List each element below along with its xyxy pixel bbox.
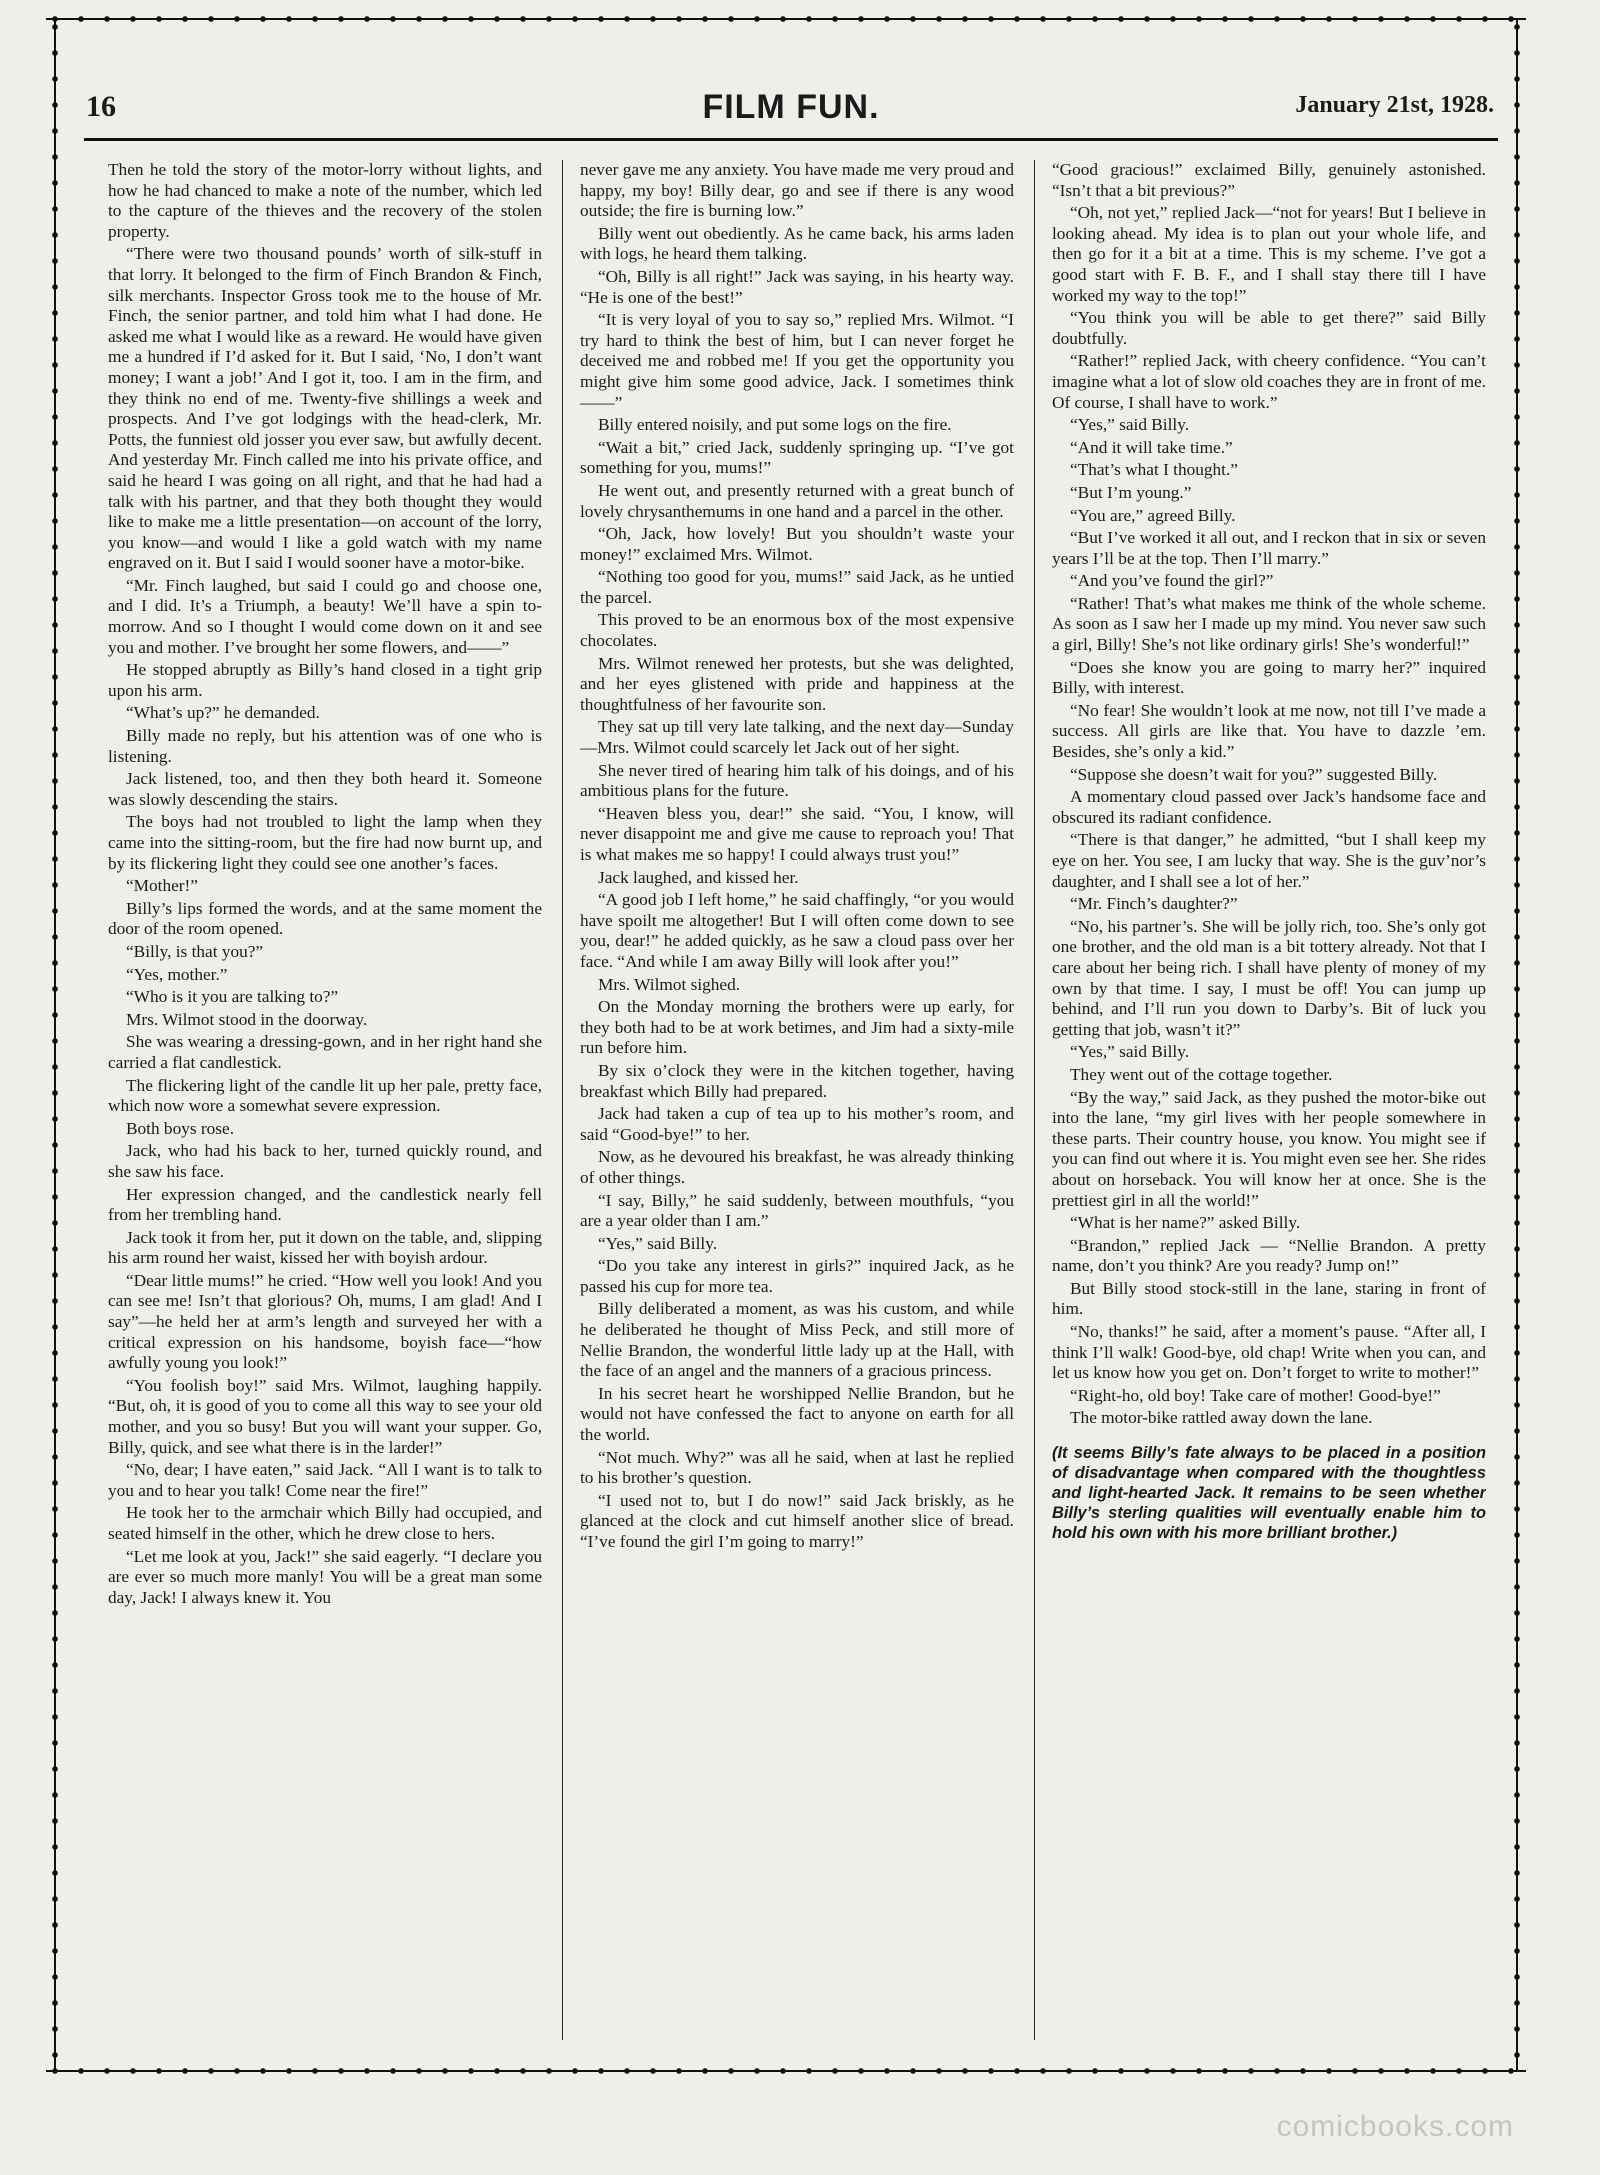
story-paragraph: “Who is it you are talking to?” (126, 987, 339, 1007)
story-paragraph: Billy entered noisily, and put some logs on the fire. (598, 415, 952, 435)
story-paragraph: The motor-bike rattled away down the lane. (1070, 1408, 1373, 1428)
page-header (84, 86, 1498, 141)
story-paragraph: They went out of the cottage together. (1070, 1064, 1333, 1084)
story-paragraph: Billy’s lips formed the words, and at the same moment the door of the room opened. (108, 898, 542, 939)
story-paragraph: Both boys rose. (126, 1118, 235, 1138)
story-paragraph: The flickering light of the candle lit up her pale, pretty face, which now wore a somewhat severe expression. (108, 1075, 542, 1116)
story-paragraph: Billy went out obediently. As he came back, his arms laden with logs, he heard them talking. (580, 223, 1014, 264)
page-number: 16 (86, 90, 116, 123)
story-paragraph: Jack listened, too, and then they both heard it. Someone was slowly descending the stairs. (108, 769, 542, 809)
right-decorative-border (1508, 18, 1526, 2072)
bottom-decorative-border (46, 2062, 1526, 2080)
story-paragraph: Jack had taken a cup of tea up to his mother’s room, and said “Good-bye!” to her. (580, 1104, 1014, 1144)
story-paragraph: Her expression changed, and the candlestick nearly fell from her trembling hand. (108, 1184, 542, 1225)
column-divider (562, 160, 563, 2040)
story-paragraph: “Suppose she doesn’t wait for you?” suggested Billy. (1070, 764, 1438, 784)
story-paragraph: They sat up till very late talking, and the next day—Sunday—Mrs. Wilmot could scarcely let Jack out of her sight. (580, 717, 1014, 758)
story-paragraph: Jack laughed, and kissed her. (598, 867, 799, 887)
story-paragraph: “Mr. Finch’s daughter?” (1070, 894, 1238, 914)
story-paragraph: “No, dear; I have eaten,” said Jack. “All I want is to talk to you and to hear you talk! Come near the fire!” (108, 1460, 542, 1500)
top-decorative-border (46, 10, 1526, 28)
story-paragraph: “Yes,” said Billy. (598, 1233, 718, 1253)
story-paragraph: She never tired of hearing him talk of his doings, and of his ambitious plans for the future. (580, 760, 1014, 801)
story-paragraph: “Let me look at you, Jack!” she said eagerly. “I declare you are ever so much more manly! You will be a great man some day, Jack! I always knew it. You (108, 1546, 542, 1607)
story-paragraph: “Yes, mother.” (126, 964, 228, 984)
story-paragraph: “No, his partner’s. She will be jolly rich, too. She’s only got one brother, and the old man is a bit tottery already. Not that I care about her being rich. I shall have plenty of money of my own by that time. I say, I must be off! You can jump up behind, and I’ll run you down to Darby’s. Bit of luck you getting that job, wasn’t it?” (1052, 916, 1486, 1039)
story-paragraph: “I say, Billy,” he said suddenly, between mouthfuls, “you are a year older than I am.” (580, 1190, 1014, 1231)
story-paragraph: A momentary cloud passed over Jack’s handsome face and obscured its radiant confidence. (1052, 787, 1486, 827)
story-paragraph: “Dear little mums!” he cried. “How well you look! And you can see me! Isn’t that glorious? Oh, mums, I am glad! And I say”—he held her at arm’s length and surveyed her with a critical expression on his handsome, boyish face—“how awfully young you look!” (108, 1270, 542, 1373)
story-paragraph: Jack took it from her, put it down on the table, and, slipping his arm round her waist, kissed her with boyish ardour. (108, 1227, 542, 1268)
story-column-3 (1052, 160, 1486, 2052)
left-decorative-border (46, 18, 64, 2072)
story-paragraph: “No fear! She wouldn’t look at me now, not till I’ve made a success. All girls are like that. You have to dazzle ’em. Besides, she’s only a kid.” (1052, 700, 1486, 762)
issue-date: January 21st, 1928. (1295, 92, 1494, 118)
story-paragraph: “Do you take any interest in girls?” inquired Jack, as he passed his cup for more tea. (580, 1256, 1014, 1296)
story-paragraph: Then he told the story of the motor-lorry without lights, and how he had chanced to make a note of the number, which led to the capture of the thieves and the recovery of the stolen property. (108, 160, 542, 241)
story-paragraph: “Oh, Billy is all right!” Jack was saying, in his hearty way. “He is one of the best!” (580, 266, 1014, 307)
magazine-title: FILM FUN. (702, 88, 880, 126)
story-paragraph: “Mr. Finch laughed, but said I could go and choose one, and I did. It’s a Triumph, a beauty! We’ll have a spin to-morrow. And so I thought I would come down on it and see you and mother. I’ve brought her some flowers, and——” (108, 575, 542, 657)
story-paragraph: Now, as he devoured his breakfast, he was already thinking of other things. (580, 1147, 1014, 1187)
story-paragraph: She was wearing a dressing-gown, and in her right hand she carried a flat candlestick. (108, 1032, 542, 1072)
story-paragraph: “Nothing too good for you, mums!” said Jack, as he untied the parcel. (580, 567, 1014, 607)
column-divider (1034, 160, 1035, 2040)
story-paragraph: Mrs. Wilmot renewed her protests, but she was delighted, and her eyes glistened with pride and happiness at the thoughtfulness of her favourite son. (580, 653, 1014, 714)
story-paragraph: “There were two thousand pounds’ worth of silk-stuff in that lorry. It belonged to the firm of Finch Brandon & Finch, silk merchants. Inspector Gross took me to the house of Mr. Finch, the senior partner, and told him what I had done. He asked me what I would like as a reward. He would have given me a hundred if I’d asked for it. But I said, ‘No, I don’t want money; I want a job!’ And I got it, too. I am in the firm, and they think no end of me. Twenty-five shillings a week and prospects. And I’ve got lodgings with the head-clerk, Mr. Potts, the funniest old josser you ever saw, but awfully decent. And yesterday Mr. Finch called me into his private office, and said he heard I was going on all right, and that he had had a talk with his partner, and that they both thought they would like to make me a little presentation—on account of the lorry, you know—and would I like a gold watch with my name engraved on it. But I said I would sooner have a motor-bike. (108, 244, 542, 573)
story-paragraph: “You foolish boy!” said Mrs. Wilmot, laughing happily. “But, oh, it is good of you to come all this way to see your old mother, and you so busy! But you will want your supper. Go, Billy, quick, and see what there is in the larder!” (108, 1375, 542, 1457)
story-paragraph: “What is her name?” asked Billy. (1070, 1213, 1301, 1233)
story-paragraph: “But I’m young.” (1070, 482, 1192, 502)
story-paragraph: “Yes,” said Billy. (1070, 415, 1190, 435)
story-paragraph: “Oh, Jack, how lovely! But you shouldn’t waste your money!” exclaimed Mrs. Wilmot. (580, 524, 1014, 564)
story-paragraph: “Brandon,” replied Jack — “Nellie Brandon. A pretty name, don’t you think? Are you ready? Jump on!” (1052, 1235, 1486, 1276)
story-paragraph: On the Monday morning the brothers were up early, for they both had to be at work betimes, and Jim had a sixty-mile run before him. (580, 997, 1014, 1058)
story-paragraph: “Rather!” replied Jack, with cheery confidence. “You can’t imagine what a lot of slow old coaches they are in front of me. Of course, I shall have to work.” (1052, 351, 1486, 412)
story-paragraph: By six o’clock they were in the kitchen together, having breakfast which Billy had prepared. (580, 1060, 1014, 1101)
story-paragraph: “A good job I left home,” he said chaffingly, “or you would have spoilt me altogether! But I will often come down to see you, dear!” he added quickly, as he saw a cloud pass over her face. “And while I am away Billy will look after you!” (580, 890, 1014, 971)
site-watermark: comicbooks.com (1276, 2110, 1514, 2143)
story-paragraph: “It is very loyal of you to say so,” replied Mrs. Wilmot. “I try hard to think the best of him, but I can never forget he deceived me and robbed me! If you get the opportunity you might give him some good advice, Jack. I sometimes think——” (580, 310, 1014, 412)
story-paragraph: “Wait a bit,” cried Jack, suddenly springing up. “I’ve got something for you, mums!” (580, 437, 1014, 478)
story-paragraph: He stopped abruptly as Billy’s hand closed in a tight grip upon his arm. (108, 660, 542, 700)
story-paragraph: Billy deliberated a moment, as was his custom, and while he deliberated he thought of Miss Peck, and still more of Nellie Brandon, the wonderful little lady up at the Hall, with the face of an angel and the manners of a gracious princess. (580, 1299, 1014, 1381)
story-paragraph: “Mother!” (126, 876, 198, 896)
story-paragraph: This proved to be an enormous box of the most expensive chocolates. (580, 610, 1014, 651)
story-paragraph: “But I’ve worked it all out, and I reckon that in six or seven years I’ll be at the top. Then I’ll marry.” (1052, 528, 1486, 568)
story-paragraph: “And it will take time.” (1070, 437, 1233, 457)
story-paragraph: “You are,” agreed Billy. (1070, 505, 1236, 525)
story-paragraph: “Good gracious!” exclaimed Billy, genuinely astonished. “Isn’t that a bit previous?” (1052, 160, 1486, 200)
story-paragraph: “There is that danger,” he admitted, “but I shall keep my eye on her. You see, I am lucky that way. She is the guv’nor’s daughter, and I shall see a lot of her.” (1052, 830, 1486, 891)
story-paragraph: He took her to the armchair which Billy had occupied, and seated himself in the other, which he drew close to hers. (108, 1503, 542, 1543)
story-paragraph: “And you’ve found the girl?” (1070, 571, 1274, 591)
story-paragraph: “Does she know you are going to marry her?” inquired Billy, with interest. (1052, 657, 1486, 698)
story-paragraph: Mrs. Wilmot stood in the doorway. (126, 1009, 368, 1029)
story-paragraph: “I used not to, but I do now!” said Jack briskly, as he glanced at the clock and cut himself another slice of bread. “I’ve found the girl I’m going to marry!” (580, 1490, 1014, 1551)
column-3-paragraphs (1052, 160, 1486, 1429)
story-paragraph: “You think you will be able to get there?” said Billy doubtfully. (1052, 308, 1486, 348)
story-paragraph: Mrs. Wilmot sighed. (598, 974, 741, 994)
story-paragraph: never gave me any anxiety. You have made me very proud and happy, my boy! Billy dear, go and see if there is any wood outside; the fire is burning low.” (580, 160, 1014, 221)
story-paragraph: “Billy, is that you?” (126, 941, 264, 961)
story-paragraph: “That’s what I thought.” (1070, 460, 1238, 480)
story-column-1 (108, 160, 542, 2052)
story-paragraph: Jack, who had his back to her, turned quickly round, and she saw his face. (108, 1141, 542, 1181)
story-paragraph: “Right-ho, old boy! Take care of mother! Good-bye!” (1070, 1385, 1441, 1405)
story-paragraph: “Not much. Why?” was all he said, when at last he replied to his brother’s question. (580, 1447, 1014, 1488)
story-paragraph: “By the way,” said Jack, as they pushed the motor-bike out into the lane, “my girl lives with her people somewhere in these parts. Their country house, you know. You might see if you can find out where it is. You might even see her. She rides about on horseback. You will know her at once. She is the prettiest girl in all the world!” (1052, 1087, 1486, 1210)
story-paragraph: “Yes,” said Billy. (1070, 1042, 1190, 1062)
story-paragraph: “Heaven bless you, dear!” she said. “You, I know, will never disappoint me and give me cause to reproach you! That is what makes me so happy! I could always trust you!” (580, 803, 1014, 864)
story-paragraph: “Oh, not yet,” replied Jack—“not for years! But I believe in looking ahead. My idea is to plan out your whole life, and then go for it a bit at a time. This is my scheme. I’ve got a good start with F. B. F., and I shall stay there till I have worked my way to the top!” (1052, 203, 1486, 305)
editor-note: (It seems Billy’s fate always to be placed in a position of disadvantage when compared with the thoughtless and light-hearted Jack. It remains to be seen whether Billy’s sterling qualities will eventually enable him to hold his own with his more brilliant brother.) (1052, 1444, 1486, 1543)
story-paragraph: But Billy stood stock-still in the lane, staring in front of him. (1052, 1278, 1486, 1319)
story-paragraph: In his secret heart he worshipped Nellie Brandon, but he would not have confessed the fact to anyone on earth for all the world. (580, 1383, 1014, 1445)
story-column-2 (580, 160, 1014, 2052)
story-paragraph: Billy made no reply, but his attention was of one who is listening. (108, 726, 542, 766)
story-paragraph: He went out, and presently returned with a great bunch of lovely chrysanthemums in one hand and a parcel in the other. (580, 480, 1014, 521)
story-paragraph: The boys had not troubled to light the lamp when they came into the sitting-room, but the fire had now burnt up, and by its flickering light they could see one another’s faces. (108, 812, 542, 873)
story-paragraph: “Rather! That’s what makes me think of the whole scheme. As soon as I saw her I made up my mind. You never saw such a girl, Billy! She’s not like ordinary girls! She’s wonderful!” (1052, 593, 1486, 655)
story-paragraph: “No, thanks!” he said, after a moment’s pause. “After all, I think I’ll walk! Good-bye, old chap! Write when you can, and let us know how you get on. Don’t forget to write to mother!” (1052, 1322, 1486, 1383)
story-paragraph: “What’s up?” he demanded. (126, 703, 320, 723)
